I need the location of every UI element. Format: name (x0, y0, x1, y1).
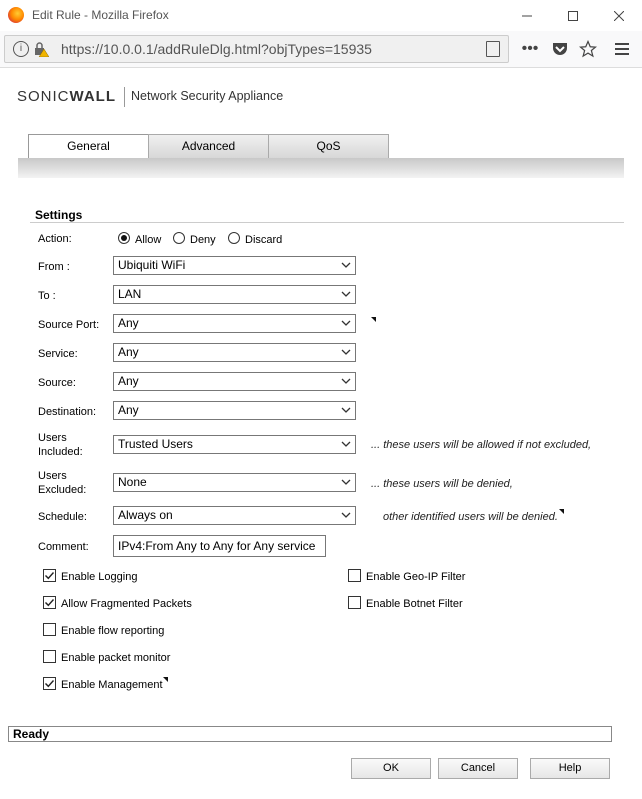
users-excluded-label-line2: Excluded: (38, 484, 87, 496)
tab-advanced[interactable]: Advanced (148, 134, 269, 159)
packet-monitor-label: Enable packet monitor (61, 652, 171, 664)
url-bar (0, 31, 642, 68)
source-value: Any (118, 374, 139, 388)
chevron-down-icon (340, 438, 352, 450)
url-text[interactable]: https://10.0.0.1/addRuleDlg.html?objTypes=15935 (61, 41, 372, 57)
comment-input[interactable]: IPv4:From Any to Any for Any service (113, 535, 326, 557)
from-select[interactable] (113, 256, 356, 275)
users-excluded-select[interactable] (113, 473, 356, 492)
botnet-checkbox[interactable] (348, 596, 361, 609)
chevron-down-icon (340, 259, 352, 271)
firefox-icon (8, 7, 24, 23)
schedule-select[interactable] (113, 506, 356, 525)
to-value: LAN (118, 287, 142, 301)
settings-divider (30, 222, 624, 223)
close-icon (614, 11, 624, 21)
cancel-button[interactable]: Cancel (438, 758, 518, 779)
source-port-select[interactable] (113, 314, 356, 333)
maximize-button[interactable] (550, 0, 596, 31)
title-bar (0, 0, 642, 32)
from-value: Ubiquiti WiFi (118, 258, 186, 272)
geo-ip-checkbox[interactable] (348, 569, 361, 582)
to-label: To : (38, 290, 56, 302)
pocket-icon[interactable] (548, 37, 572, 61)
users-included-label-line2: Included: (38, 446, 83, 458)
users-excluded-note: ... these users will be denied, (371, 478, 513, 490)
packet-monitor-checkbox[interactable] (43, 650, 56, 663)
page-actions-icon[interactable]: ••• (521, 40, 539, 57)
geo-ip-label: Enable Geo-IP Filter (366, 571, 466, 583)
flow-reporting-checkbox[interactable] (43, 623, 56, 636)
minimize-icon (522, 11, 532, 21)
source-label: Source: (38, 377, 76, 389)
schedule-value: Always on (118, 508, 173, 522)
action-discard-radio[interactable] (228, 232, 240, 244)
schedule-note: other identified users will be denied. (383, 511, 558, 523)
action-allow-radio[interactable] (118, 232, 130, 244)
hamburger-menu-icon[interactable] (610, 37, 634, 61)
flow-reporting-label: Enable flow reporting (61, 625, 165, 637)
source-select[interactable] (113, 372, 356, 391)
action-discard-label: Discard (245, 234, 283, 246)
status-bar: Ready (8, 726, 612, 742)
comment-label: Comment: (38, 541, 89, 553)
chevron-down-icon (340, 509, 352, 521)
botnet-label: Enable Botnet Filter (366, 598, 463, 610)
brand-divider (124, 87, 125, 107)
service-value: Any (118, 345, 139, 359)
bookmark-star-icon[interactable] (576, 37, 600, 61)
action-deny-radio[interactable] (173, 232, 185, 244)
brand-header (0, 68, 642, 124)
destination-label: Destination: (38, 406, 97, 418)
chevron-down-icon (340, 346, 352, 358)
from-label: From : (38, 261, 70, 273)
enable-management-label: Enable Management (61, 679, 163, 691)
maximize-icon (568, 11, 578, 21)
action-label: Action: (38, 233, 72, 245)
info-icon[interactable]: i (13, 41, 29, 57)
reader-view-icon[interactable] (486, 41, 500, 57)
enable-logging-checkbox[interactable] (43, 569, 56, 582)
tooltip-marker-icon[interactable] (559, 509, 564, 514)
tooltip-marker-icon[interactable] (371, 317, 376, 322)
help-button[interactable]: Help (530, 758, 610, 779)
users-included-label-line1: Users (38, 432, 67, 444)
chevron-down-icon (340, 404, 352, 416)
enable-management-checkbox[interactable] (43, 677, 56, 690)
chevron-down-icon (340, 288, 352, 300)
tab-qos[interactable]: QoS (268, 134, 389, 159)
tab-band (18, 158, 624, 178)
ok-button[interactable]: OK (351, 758, 431, 779)
chevron-down-icon (340, 375, 352, 387)
destination-select[interactable] (113, 401, 356, 420)
destination-value: Any (118, 403, 139, 417)
chevron-down-icon (340, 317, 352, 329)
address-field[interactable] (4, 35, 509, 63)
settings-title: Settings (35, 208, 83, 222)
to-select[interactable] (113, 285, 356, 304)
allow-fragmented-label: Allow Fragmented Packets (61, 598, 192, 610)
users-included-note: ... these users will be allowed if not excluded, (371, 439, 592, 451)
action-deny-label: Deny (190, 234, 216, 246)
service-label: Service: (38, 348, 78, 360)
lock-warning-icon[interactable] (33, 41, 49, 57)
users-included-value: Trusted Users (118, 437, 193, 451)
enable-logging-label: Enable Logging (61, 571, 138, 583)
users-excluded-value: None (118, 475, 147, 489)
service-select[interactable] (113, 343, 356, 362)
tooltip-marker-icon[interactable] (163, 677, 168, 682)
users-included-select[interactable] (113, 435, 356, 454)
action-allow-label: Allow (135, 234, 162, 246)
tab-general[interactable]: General (28, 134, 149, 160)
product-name: Network Security Appliance (131, 89, 284, 103)
chevron-down-icon (340, 476, 352, 488)
users-excluded-label-line1: Users (38, 470, 67, 482)
window-title: Edit Rule - Mozilla Firefox (32, 8, 169, 22)
source-port-value: Any (118, 316, 139, 330)
close-button[interactable] (596, 0, 642, 31)
sonicwall-logo: SONICWALL (17, 88, 117, 105)
schedule-label: Schedule: (38, 511, 87, 523)
minimize-button[interactable] (504, 0, 550, 31)
allow-fragmented-checkbox[interactable] (43, 596, 56, 609)
source-port-label: Source Port: (38, 319, 100, 331)
